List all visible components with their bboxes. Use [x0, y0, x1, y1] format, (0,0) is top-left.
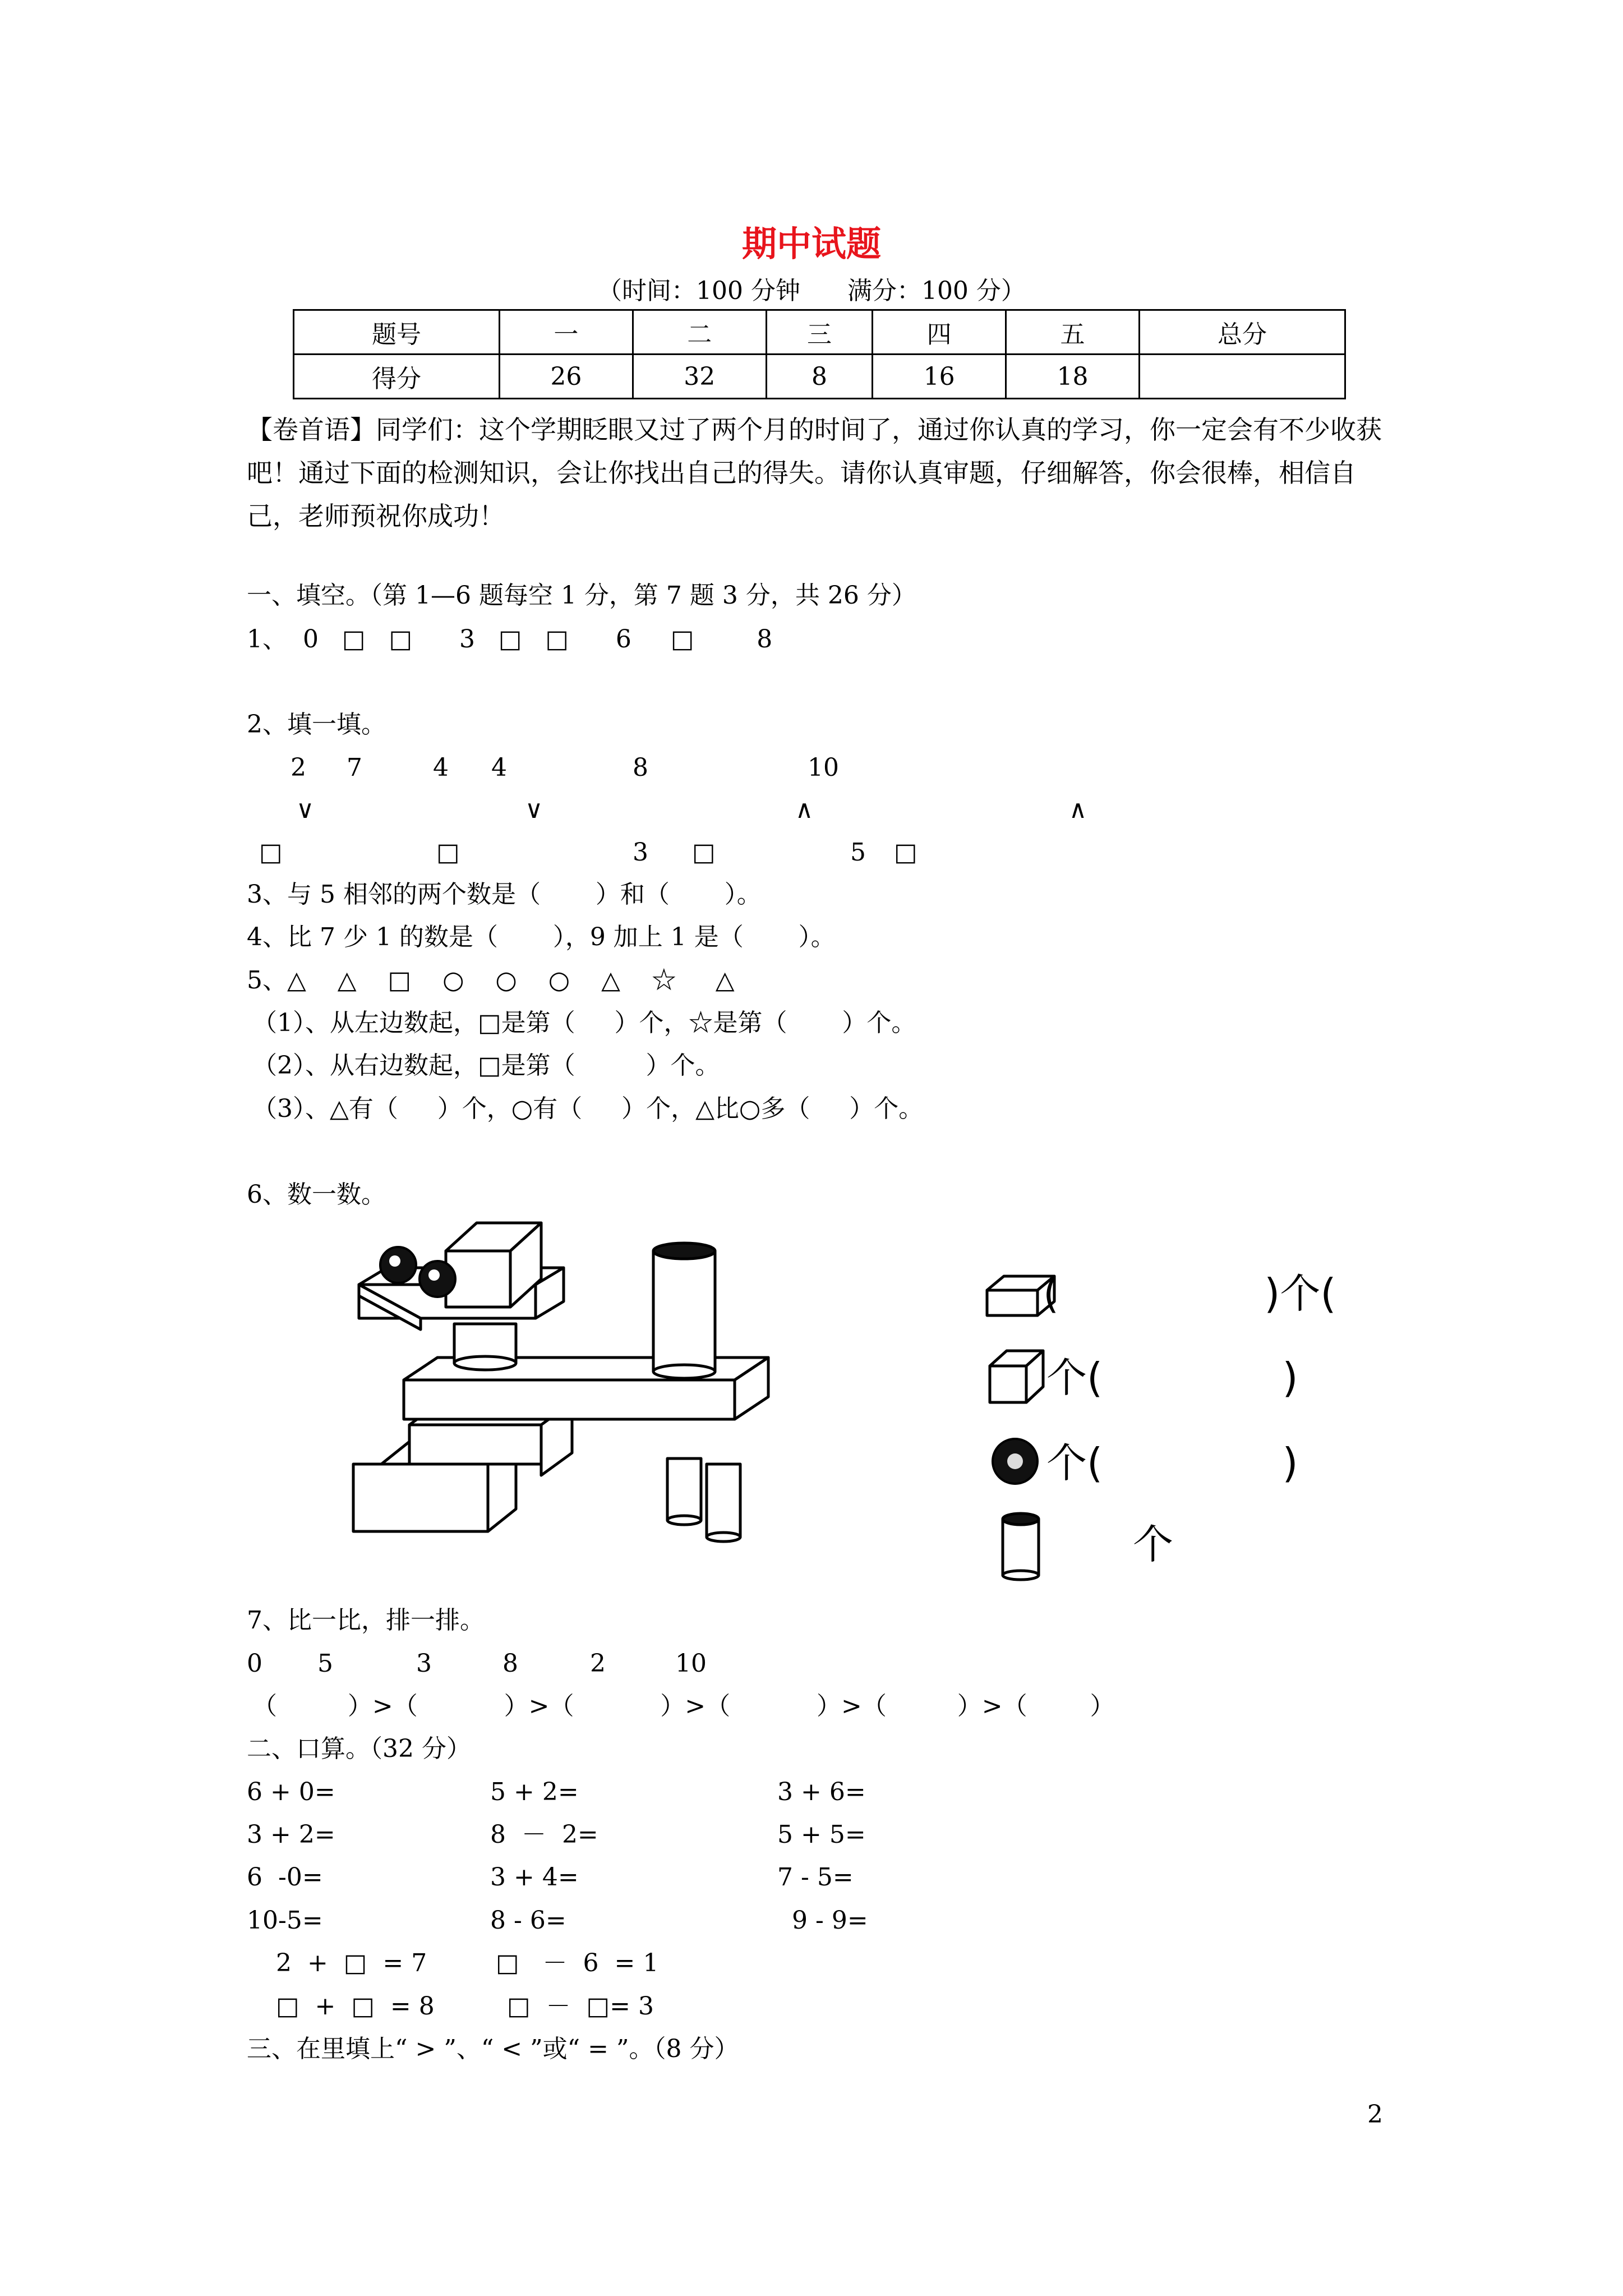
q2-number: 2 [291, 753, 306, 782]
table-cell: 二 [633, 310, 766, 355]
question-6-label: 6、数一数。 [247, 1180, 386, 1209]
table-cell: 总分 [1140, 310, 1345, 355]
question-5-sub3: （3）、△有（ ）个，○有（ ）个，△比○多（ ）个。 [252, 1094, 924, 1123]
exam-info: （时间：100 分钟 满分：100 分） [597, 277, 1026, 305]
oral-calc-item: 6 -0= [247, 1863, 323, 1892]
question-3: 3、与 5 相邻的两个数是（ ）和（ ）。 [247, 880, 762, 909]
oral-calc-item: 3 + 2= [247, 1820, 335, 1849]
q2-number: 3 [633, 838, 648, 867]
section-heading: 二、口算。（32 分） [247, 1734, 471, 1763]
table-cell: 32 [633, 355, 766, 399]
question-1: 1、 0 □ □ 3 □ □ 6 □ 8 [247, 625, 773, 654]
q2-symbol: ∨ [296, 795, 315, 824]
q2-box[interactable]: □ [894, 838, 917, 867]
oral-calc-item: 5 + 2= [490, 1778, 579, 1806]
sphere-icon [990, 1436, 1040, 1487]
question-2-label: 2、填一填。 [247, 710, 386, 739]
oral-calc-item: 10-5= [247, 1906, 323, 1935]
fill-box-equation: □ + □ = 8 [276, 1992, 435, 2021]
q7-number: 10 [675, 1649, 707, 1678]
q2-number: 4 [433, 753, 449, 782]
section-heading: 三、在里填上“ > ”、“ < ”或“ = ”。（8 分） [247, 2035, 739, 2063]
q2-box[interactable]: □ [259, 838, 283, 867]
q2-symbol: ∨ [525, 795, 543, 824]
score-table [293, 309, 1346, 399]
fill-box-equation: □ － □= 3 [507, 1992, 654, 2021]
table-cell: 18 [1006, 355, 1140, 399]
section-heading: 一、填空。（第 1—6 题每空 1 分，第 7 题 3 分，共 26 分） [247, 581, 916, 610]
q2-number: 4 [491, 753, 507, 782]
q6-answer-row3[interactable]: 个( ) [1046, 1439, 1298, 1487]
q2-symbol: ∧ [795, 795, 814, 824]
table-cell: 三 [766, 310, 873, 355]
table-cell[interactable] [1140, 355, 1345, 399]
q7-answer-blanks[interactable]: （ ）>（ ）>（ ）>（ ）>（ ）>（ ） [252, 1692, 1115, 1720]
q7-number: 5 [317, 1649, 333, 1678]
table-cell: 四 [873, 310, 1006, 355]
oral-calc-item: 8 － 2= [490, 1820, 598, 1849]
table-cell: 一 [499, 310, 633, 355]
oral-calc-item: 5 + 5= [777, 1820, 866, 1849]
q2-number: 5 [850, 838, 866, 867]
oral-calc-item: 7 - 5= [777, 1863, 854, 1892]
table-cell: 得分 [294, 355, 500, 399]
cube-icon [987, 1346, 1049, 1408]
oral-calc-item: 6 + 0= [247, 1778, 335, 1806]
table-cell: 26 [499, 355, 633, 399]
table-cell: 题号 [294, 310, 500, 355]
fill-box-equation: □ － 6 = 1 [496, 1949, 659, 1977]
question-7-label: 7、比一比，排一排。 [247, 1606, 485, 1635]
intro-paragraph: 【卷首语】同学们：这个学期眨眼又过了两个月的时间了，通过你认真的学习，你一定会有不少收获吧！通过下面的检测知识，会让你找出自己的得失。请你认真审题，仔细解答，你会很棒，相信自己，老师预祝你成功！ [247, 415, 1382, 531]
q2-box[interactable]: □ [436, 838, 460, 867]
q6-answer-row1[interactable]: ( )个( [1043, 1270, 1336, 1317]
oral-calc-item: 9 - 9= [792, 1906, 868, 1935]
oral-calc-item: 3 + 6= [777, 1778, 866, 1806]
q7-number: 0 [247, 1649, 262, 1678]
fill-box-equation: 2 + □ = 7 [276, 1949, 427, 1977]
blocks-illustration [348, 1217, 774, 1559]
page-title: 期中试题 [741, 223, 881, 264]
table-row [294, 355, 1345, 399]
cylinder-icon [998, 1509, 1043, 1582]
oral-calc-item: 8 - 6= [490, 1906, 566, 1935]
table-cell: 五 [1006, 310, 1140, 355]
q7-number: 3 [416, 1649, 432, 1678]
page-number: 2 [1367, 2100, 1383, 2129]
q7-number: 2 [590, 1649, 606, 1678]
question-5-sub2: （2）、从右边数起，□是第（ ）个。 [252, 1051, 720, 1080]
question-4: 4、比 7 少 1 的数是（ ），9 加上 1 是（ ）。 [247, 923, 836, 951]
q6-answer-row2[interactable]: 个( ) [1046, 1354, 1298, 1401]
q2-box[interactable]: □ [692, 838, 716, 867]
table-cell: 8 [766, 355, 873, 399]
table-cell: 16 [873, 355, 1006, 399]
q2-number: 8 [633, 753, 648, 782]
question-5-shapes: 5、△ △ □ ○ ○ ○ △ ☆ △ [247, 966, 735, 995]
q2-symbol: ∧ [1069, 795, 1087, 824]
table-row [294, 310, 1345, 355]
q6-answer-row4[interactable]: 个 [1133, 1521, 1174, 1568]
q2-number: 7 [347, 753, 362, 782]
q7-number: 8 [502, 1649, 518, 1678]
question-5-sub1: （1）、从左边数起，□是第（ ）个，☆是第（ ）个。 [252, 1009, 916, 1037]
oral-calc-item: 3 + 4= [490, 1863, 579, 1892]
q2-number: 10 [808, 753, 839, 782]
